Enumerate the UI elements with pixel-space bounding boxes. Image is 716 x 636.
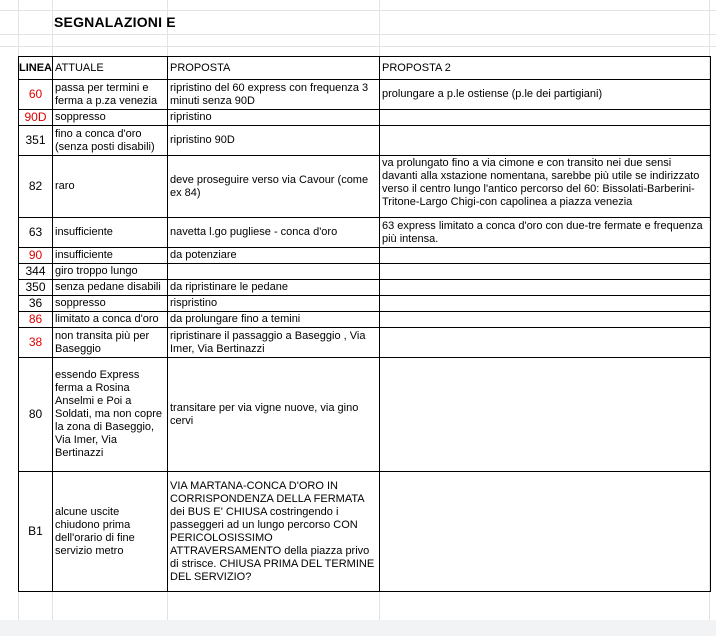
- cell-attuale[interactable]: soppresso: [53, 110, 168, 126]
- cell-attuale[interactable]: senza pedane disabili: [53, 280, 168, 296]
- cell-attuale[interactable]: insufficiente: [53, 248, 168, 264]
- table-row: [19, 126, 711, 156]
- table-row: [19, 358, 711, 472]
- cell-proposta2[interactable]: 63 express limitato a conca d'oro con due-tre fermate e frequenza più intensa.: [380, 218, 711, 248]
- cell-proposta[interactable]: ripristino 90D: [168, 126, 380, 156]
- table-row: [19, 218, 711, 248]
- bottom-bar: [0, 620, 716, 636]
- cell-proposta2[interactable]: [380, 280, 711, 296]
- cell-proposta[interactable]: navetta l.go pugliese - conca d'oro: [168, 218, 380, 248]
- cell-linea[interactable]: 38: [19, 328, 53, 358]
- cell-linea[interactable]: 36: [19, 296, 53, 312]
- cell-attuale[interactable]: passa per termini e ferma a p.za venezia: [53, 80, 168, 110]
- cell-linea[interactable]: 351: [19, 126, 53, 156]
- report-table: [18, 56, 711, 592]
- cell-proposta2[interactable]: va prolungato fino a via cimone e con transito nei due sensi davanti alla xstazione nomentana, sarebbe più utile se indirizzato verso il centro lungo l'antico percorso del 60: Bissolati-Barberini-Tritone-Largo Chigi-con capolinea a piazza venezia: [380, 156, 711, 218]
- cell-proposta2[interactable]: prolungare a p.le ostiense (p.le dei partigiani): [380, 80, 711, 110]
- cell-linea[interactable]: 344: [19, 264, 53, 280]
- cell-attuale[interactable]: insufficiente: [53, 218, 168, 248]
- table-row: [19, 110, 711, 126]
- cell-linea[interactable]: 80: [19, 358, 53, 472]
- table-row: [19, 248, 711, 264]
- cell-attuale[interactable]: raro: [53, 156, 168, 218]
- table-row: [19, 312, 711, 328]
- grid-row-line: [0, 46, 716, 47]
- cell-linea[interactable]: 90D: [19, 110, 53, 126]
- cell-proposta2[interactable]: [380, 328, 711, 358]
- cell-linea[interactable]: 63: [19, 218, 53, 248]
- cell-proposta2[interactable]: [380, 296, 711, 312]
- header-proposta2[interactable]: PROPOSTA 2: [380, 57, 711, 80]
- cell-linea[interactable]: 82: [19, 156, 53, 218]
- grid-row-line: [0, 10, 716, 11]
- cell-proposta[interactable]: [168, 264, 380, 280]
- header-proposta[interactable]: PROPOSTA: [168, 57, 380, 80]
- cell-attuale[interactable]: giro troppo lungo: [53, 264, 168, 280]
- cell-proposta2[interactable]: [380, 312, 711, 328]
- cell-proposta[interactable]: da potenziare: [168, 248, 380, 264]
- cell-proposta[interactable]: ripristinare il passaggio a Baseggio , Via Imer, Via Bertinazzi: [168, 328, 380, 358]
- cell-linea[interactable]: 90: [19, 248, 53, 264]
- cell-proposta2[interactable]: [380, 126, 711, 156]
- cell-proposta[interactable]: VIA MARTANA-CONCA D'ORO IN CORRISPONDENZA DELLA FERMATA dei BUS E' CHIUSA costringendo i passeggeri ad un lungo percorso CON PERICOLOSISSIMO ATTRAVERSAMENTO della piazza privo di strisce. CHIUSA PRIMA DEL TERMINE DEL SERVIZIO?: [168, 472, 380, 592]
- cell-linea[interactable]: B1: [19, 472, 53, 592]
- cell-proposta[interactable]: ripristino: [168, 110, 380, 126]
- cell-proposta[interactable]: ripristino del 60 express con frequenza 3 minuti senza 90D: [168, 80, 380, 110]
- table-row: [19, 296, 711, 312]
- table-row: [19, 264, 711, 280]
- cell-proposta[interactable]: da prolungare fino a temini: [168, 312, 380, 328]
- table-row: [19, 280, 711, 296]
- cell-proposta[interactable]: deve proseguire verso via Cavour (come ex 84): [168, 156, 380, 218]
- grid-row-line: [0, 34, 716, 35]
- cell-attuale[interactable]: limitato a conca d'oro: [53, 312, 168, 328]
- cell-proposta2[interactable]: [380, 248, 711, 264]
- cell-linea[interactable]: 86: [19, 312, 53, 328]
- cell-linea[interactable]: 60: [19, 80, 53, 110]
- cell-proposta[interactable]: da ripristinare le pedane: [168, 280, 380, 296]
- cell-attuale[interactable]: non transita più per Baseggio: [53, 328, 168, 358]
- cell-proposta[interactable]: transitare per via vigne nuove, via gino cervi: [168, 358, 380, 472]
- table-row: [19, 472, 711, 592]
- table-row: [19, 328, 711, 358]
- cell-proposta2[interactable]: [380, 110, 711, 126]
- sheet-title: SEGNALAZIONI E: [54, 14, 176, 30]
- cell-attuale[interactable]: alcune uscite chiudono prima dell'orario di fine servizio metro: [53, 472, 168, 592]
- table-row: [19, 156, 711, 218]
- table-row: [19, 80, 711, 110]
- cell-proposta2[interactable]: [380, 264, 711, 280]
- cell-attuale[interactable]: soppresso: [53, 296, 168, 312]
- cell-attuale[interactable]: essendo Express ferma a Rosina Anselmi e Poi a Soldati, ma non copre la zona di Baseggio, Via Imer, Via Bertinazzi: [53, 358, 168, 472]
- cell-proposta2[interactable]: [380, 472, 711, 592]
- cell-linea[interactable]: 350: [19, 280, 53, 296]
- cell-attuale[interactable]: fino a conca d'oro (senza posti disabili): [53, 126, 168, 156]
- header-attuale[interactable]: ATTUALE: [53, 57, 168, 80]
- header-row: [19, 57, 711, 80]
- cell-proposta[interactable]: rispristino: [168, 296, 380, 312]
- header-linea[interactable]: LINEA: [19, 57, 53, 80]
- cell-proposta2[interactable]: [380, 358, 711, 472]
